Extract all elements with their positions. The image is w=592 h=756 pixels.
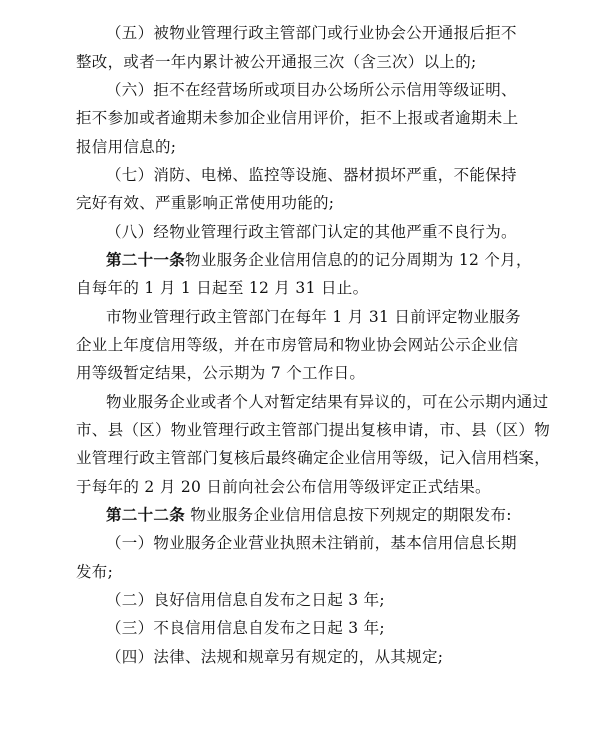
line-text: 市、县（区）物业管理行政主管部门提出复核申请，市、县（区）物 xyxy=(76,421,551,439)
text-line xyxy=(76,193,334,213)
article-heading: 第二十一条 xyxy=(106,250,186,269)
line-text: （二）良好信用信息自发布之日起 3 年; xyxy=(106,591,385,609)
text-line xyxy=(106,533,517,553)
line-text: 自每年的 1 月 1 日起至 12 月 31 日止。 xyxy=(76,279,369,297)
line-text: 市物业管理行政主管部门在每年 1 月 31 日前评定物业服务 xyxy=(106,308,521,326)
text-line xyxy=(76,420,550,440)
line-text: （六）拒不在经营场所或项目办公场所公示信用等级证明、 xyxy=(106,81,517,99)
line-text: （八）经物业管理行政主管部门认定的其他严重不良行为。 xyxy=(106,223,517,241)
line-text: 物业服务企业或者个人对暂定结果有异议的，可在公示期内通过 xyxy=(106,393,549,411)
line-text: 拒不参加或者逾期未参加企业信用评价，拒不上报或者逾期未上 xyxy=(76,109,519,127)
line-text: （四）法律、法规和规章另有规定的，从其规定; xyxy=(106,648,444,666)
line-text: 完好有效、严重影响正常使用功能的; xyxy=(76,194,335,212)
line-text: （三）不良信用信息自发布之日起 3 年; xyxy=(106,619,385,637)
line-text: 企业上年度信用等级，并在市房管局和物业协会网站公示企业信 xyxy=(76,336,519,354)
text-line xyxy=(106,590,385,610)
text-line xyxy=(76,335,518,355)
line-text: 于每年的 2 月 20 日前向社会公布信用等级评定正式结果。 xyxy=(76,478,491,496)
text-line xyxy=(106,307,521,327)
text-line xyxy=(76,278,368,298)
text-line xyxy=(76,52,477,72)
text-line xyxy=(106,80,517,100)
text-line xyxy=(106,222,517,242)
line-text: （七）消防、电梯、监控等设施、器材损坏严重，不能保持 xyxy=(106,166,517,184)
text-line xyxy=(106,392,548,412)
article-22-line xyxy=(106,505,512,525)
text-line xyxy=(76,363,365,383)
text-line xyxy=(76,448,550,468)
text-line xyxy=(76,137,176,157)
line-text: 物业服务企业信用信息按下列规定的期限发布: xyxy=(185,506,512,524)
text-line xyxy=(106,23,517,43)
article-heading: 第二十二条 xyxy=(106,505,186,524)
line-text: （一）物业服务企业营业执照未注销前，基本信用信息长期 xyxy=(106,534,517,552)
line-text: 报信用信息的; xyxy=(76,138,177,156)
text-line xyxy=(76,562,113,582)
text-line xyxy=(106,618,385,638)
text-line xyxy=(106,165,517,185)
article-21-line xyxy=(106,250,532,270)
line-text: （五）被物业管理行政主管部门或行业协会公开通报后拒不 xyxy=(106,24,517,42)
line-text: 业管理行政主管部门复核后最终确定企业信用等级，记入信用档案， xyxy=(76,449,551,467)
line-text: 用等级暂定结果，公示期为 7 个工作日。 xyxy=(76,364,366,382)
line-text: 发布; xyxy=(76,563,114,581)
line-text: 物业服务企业信用信息的的记分周期为 12 个月， xyxy=(185,251,532,269)
text-line xyxy=(106,647,443,667)
text-line xyxy=(76,477,491,497)
text-line xyxy=(76,108,518,128)
line-text: 整改，或者一年内累计被公开通报三次（含三次）以上的; xyxy=(76,53,477,71)
